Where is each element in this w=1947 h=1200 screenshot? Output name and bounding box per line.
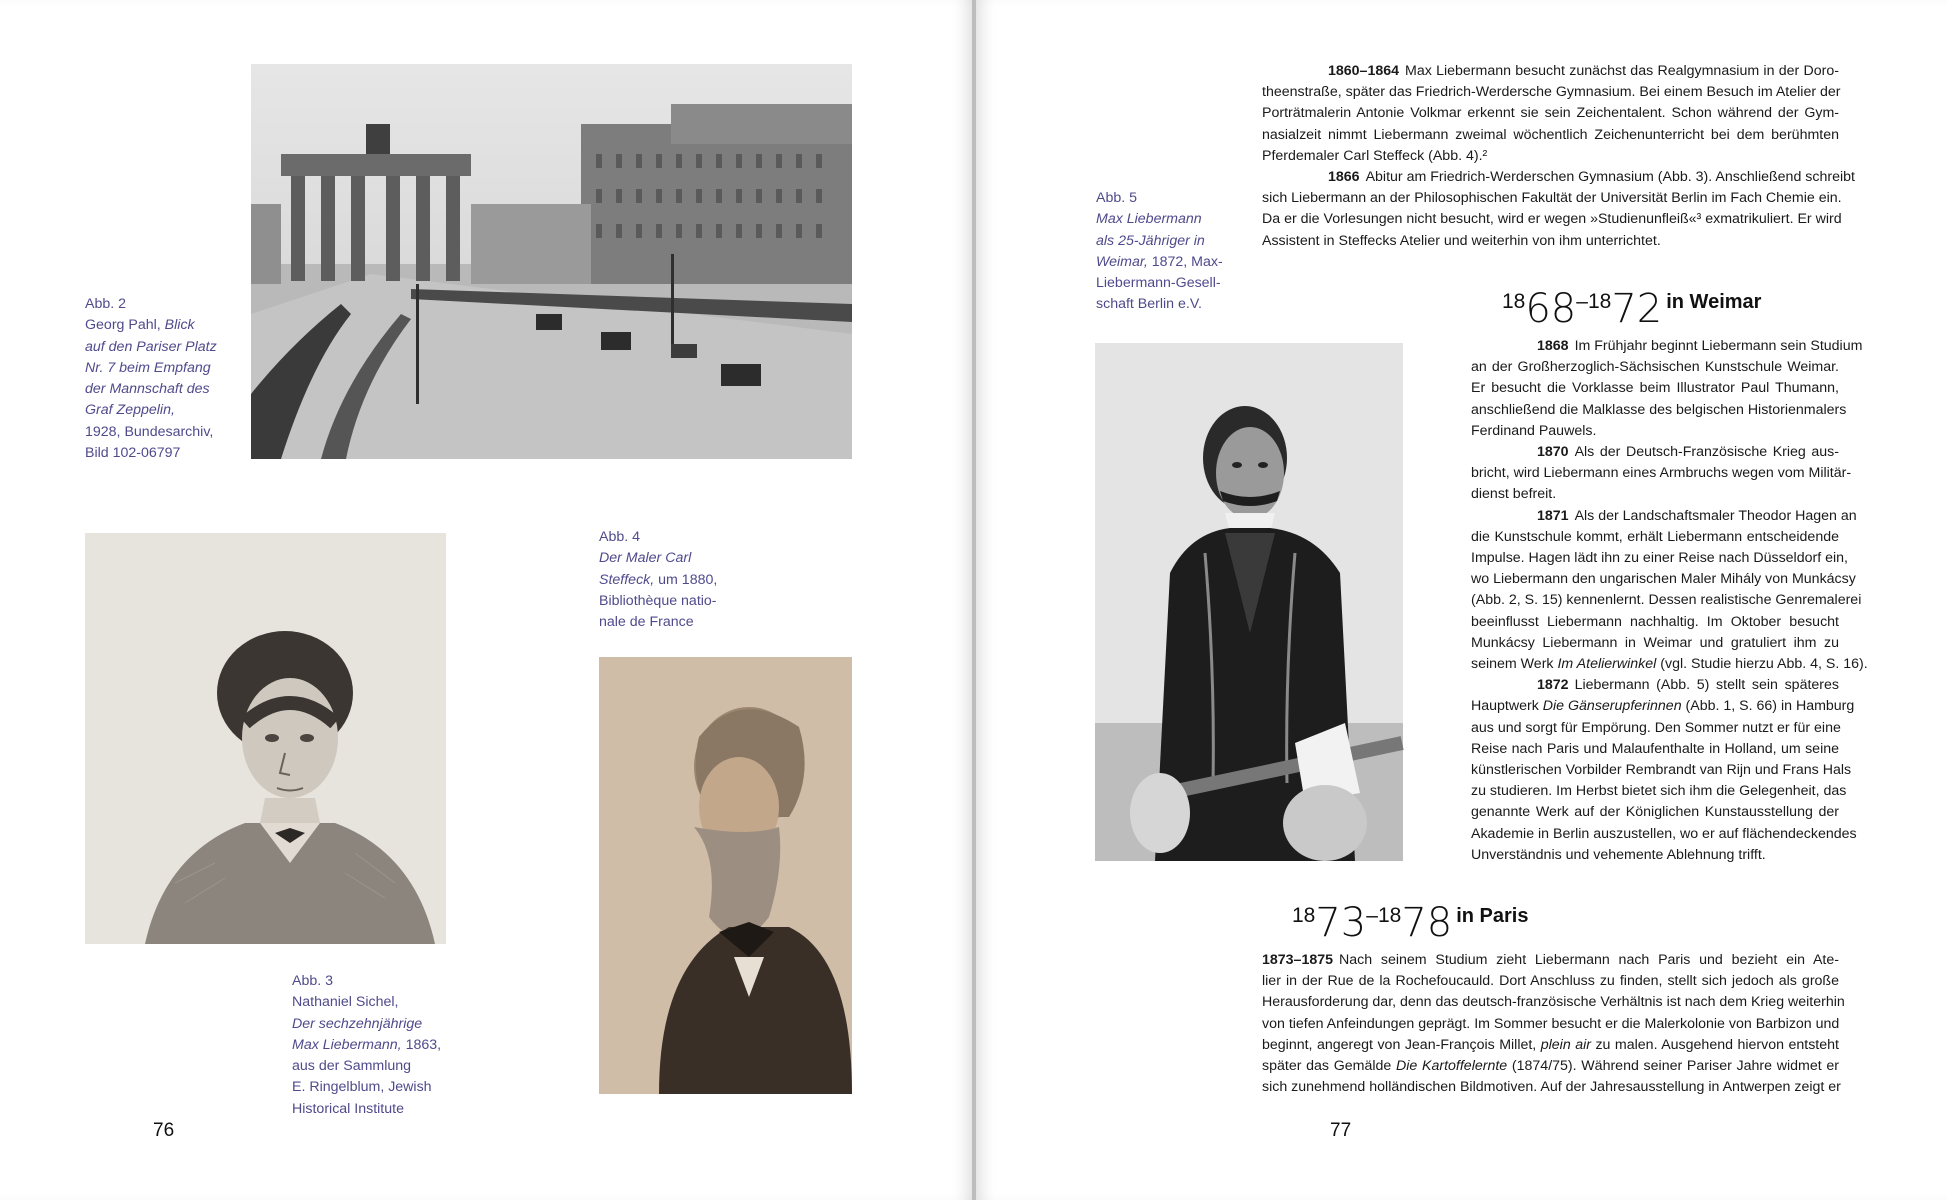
caption-label: Abb. 2 [85,296,127,312]
heading-paris: 1873–1878 in Paris [1292,900,1529,946]
caption-label: Abb. 4 [599,529,641,545]
text-paris: 1873–1875 Nach seinem Studium zieht Liebermann nach Paris und bezieht ein Ate- lier in der Rue de la Rochefoucauld. Dort Anschluss zu finden, stellt sich jedoch als große Herausforderung dar, denn das deutsch-französische Verhältnis ist nach dem Krieg weiterhin von tiefen Anfeindungen geprägt. Im Sommer besucht er die Malerkolonie von Barbizon und beginnt, angeregt von Jean-François Millet, plein air zu malen. Ausgehend hiervon entsteht später das Gemälde Die Kartoffelernte (1874/75). Während seiner Pariser Jahre widmet er sich zunehmend holländischen Bildmotiven. Auf der Jahresausstellung in Antwerpen zeigt er [1262,952,1845,1096]
caption-label: Abb. 5 [1096,190,1138,206]
left-page [0,0,972,1200]
right-page [976,0,1947,1200]
caption-abb5: Abb. 5 Max Liebermann als 25-Jähriger in Weimar, 1872, Max- Liebermann-Gesell- schaft Berlin e.V. [1096,190,1223,313]
caption-label: Abb. 3 [292,973,334,989]
text-weimar: 1868 Im Frühjahr beginnt Liebermann sein Studium an der Großherzoglich-Sächsischen Kunstschule Weimar. Er besucht die Vorklasse beim Illustrator Paul Thumann, anschließend die Malklasse des belgischen Historienmalers Ferdinand Pauwels. 1870 Als der Deutsch-Französische Krieg aus- bricht, wird Liebermann eines Armbruchs wegen vom Militär- dienst befreit. 1871 Als der Landschaftsmaler Theodor Hagen an die Kunstschule kommt, erhält Liebermann entscheidende Impulse. Hagen lädt ihn zu einer Reise nach Düsseldorf ein, wo Liebermann den ungarischen Maler Mihály von Munkácsy (Abb. 2, S. 15) kennenlernt. Dessen realistische Genremalerei beeinflusst Liebermann nachhaltig. Im Oktober besucht Munkácsy Liebermann in Weimar und gratuliert ihm zu seinem Werk Im Atelierwinkel (vgl. Studie hierzu Abb. 4, S. 16). 1872 Liebermann (Abb. 5) stellt sein späteres Hauptwerk Die Gänserupferinnen (Abb. 1, S. 66) in Hamburg aus und sorgt für Empörung. Den Sommer nutzt er für eine Reise nach Paris und Malaufenthalte in Holland, um seine künstlerischen Vorbilder Rembrandt van Rijn und Frans Hals zu studieren. Im Herbst bietet sich ihm die Gelegenheit, das genannte Werk auf der Königlichen Kunstausstellung der Akademie in Berlin auszustellen, wo er auf flächendeckendes Unverständnis und vehemente Ablehnung trifft. [1471,338,1868,863]
heading-weimar: 1868–1872 in Weimar [1502,286,1762,332]
photo-pariser-platz [251,64,852,459]
page-number: 77 [1330,1120,1352,1141]
page-number: 76 [153,1120,175,1141]
caption-abb3: Abb. 3 Nathaniel Sichel, Der sechzehnjährige Max Liebermann, 1863, aus der Sammlung E. Ringelblum, Jewish Historical Institute [292,973,442,1117]
photo-liebermann-weimar [1095,343,1403,861]
caption-abb4: Abb. 4 Der Maler Carl Steffeck, um 1880, Bibliothèque natio- nale de France [599,529,718,631]
caption-abb2: Abb. 2 Georg Pahl, Blick auf den Pariser Platz Nr. 7 beim Empfang der Mannschaft des Graf Zeppelin, 1928, Bundesarchiv, Bild 102-06797 [85,296,217,462]
text-1860-1866: 1860–1864 Max Liebermann besucht zunächst das Realgymnasium in der Doro- theenstraße, später das Friedrich-Werdersche Gymnasium. Bei einem Besuch im Atelier der Porträtmalerin Antonie Volkmar erkennt sie sein Zeichentalent. Schon während der Gym- nasialzeit nimmt Liebermann zweimal wöchentlich Zeichenunterricht bei dem berühmten Pferdemaler Carl Steffeck (Abb. 4).² 1866 Abitur am Friedrich-Werderschen Gymnasium (Abb. 3). Anschließend schreibt sich Liebermann an der Philosophischen Fakultät der Universität Berlin im Fach Chemie ein. Da er die Vorlesungen nicht besucht, wird er wegen »Studienunfleiß«³ exmatrikuliert. Er wird Assistent in Steffecks Atelier und weiterhin von ihm unterrichtet. [1262,63,1855,249]
drawing-young-liebermann [85,533,446,944]
photo-carl-steffeck [599,657,852,1094]
